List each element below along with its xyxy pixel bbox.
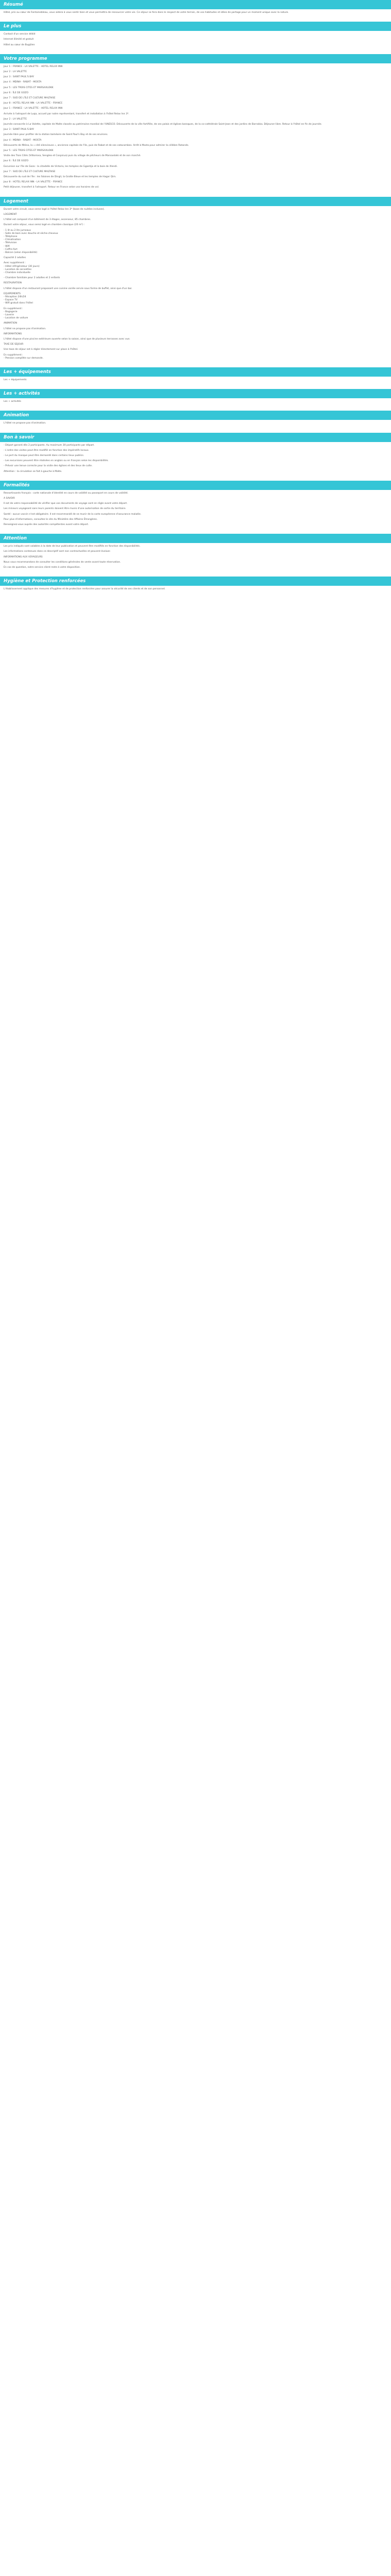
paragraph: L'hôtel dispose d'un restaurant proposant une cuisine variée servie sous forme de buffet, ainsi que d'un bar. xyxy=(4,287,133,290)
paragraph: EQUIPEMENTS - Réception 24h/24 - Espace TV - Wifi gratuit dans l'hôtel xyxy=(4,292,33,305)
paragraph: L'hôtel ne propose pas d'animation. xyxy=(4,422,46,425)
paragraph: Capacité 2 adultes xyxy=(4,257,26,260)
paragraph: Nous vous recommandons de consulter les conditions générales de vente avant toute réservation. xyxy=(4,561,121,564)
paragraph: Jour 5 : LES TROIS CITES ET MARSAXLOKK xyxy=(4,86,54,89)
paragraph: Jour 6 : ÎLE DE GOZO xyxy=(4,91,28,94)
section-body-bonasavoir xyxy=(0,442,391,481)
paragraph: Journée consacrée à La Valette, capitale de Malte classée au patrimoine mondial de l'UNESCO. Découverte de la ville fortifiée, de ses palais et églises baroques, de la co-cathédrale Saint-Jean et des jardins de Barrakka. Déjeuner libre. Retour à l'hôtel en fin de journée. xyxy=(4,123,322,126)
paragraph: RESTAURATION xyxy=(4,282,22,285)
paragraph: Hôtel, pris au cœur de Fontainebleau, vous aidera à vous sentir bien et vous permettra de ressourcer votre vie. Ce séjour se fera dans le respect de votre terrain, de vos habitudes et idées de partage pour un moment unique avec la nature. xyxy=(4,11,289,14)
paragraph: Hôtel au cœur de Bugülen xyxy=(4,43,35,46)
paragraph: Journée libre pour profiter de la station balnéaire de Saint Paul's Bay et de ses environs. xyxy=(4,133,108,137)
paragraph: Arrivée à l'aéroport de Luqa, accueil par notre représentant, transfert et installation à l'hôtel Relax Inn 3*. xyxy=(4,112,129,115)
paragraph: Les informations contenues dans ce descriptif sont non contractuelles et peuvent évoluer. xyxy=(4,550,111,553)
section-body-activites xyxy=(0,398,391,411)
paragraph: - Les excursions peuvent être réalisées en anglais ou en français selon les disponibilités. xyxy=(4,460,109,463)
section-body-animation xyxy=(0,420,391,432)
paragraph: En cas de question, notre service client reste à votre disposition. xyxy=(4,566,81,569)
paragraph: Internet illimité et gratuit xyxy=(4,38,34,41)
paragraph: Les mineurs voyageant sans leurs parents doivent être munis d'une autorisation de sortie du territoire. xyxy=(4,507,126,511)
paragraph: Renseignez-vous auprès des autorités compétentes avant votre départ. xyxy=(4,523,89,527)
paragraph: Jour 2 : LA VALETTE xyxy=(4,117,27,121)
section-body-programme xyxy=(0,63,391,197)
section-body-equipements xyxy=(0,377,391,389)
paragraph: Jour 3 : SAINT PAUL'S BAY xyxy=(4,76,34,79)
paragraph: ANIMATION xyxy=(4,322,17,325)
section-body-logement xyxy=(0,206,391,367)
paragraph: - 1 lit ou 2 lits jumeaux - Salle de bain avec douche et sèche-cheveux - Téléphone - Climatisation - Télévision - Wifi - Coffre-fort - Balcon (selon disponibilité) xyxy=(4,229,58,254)
paragraph: Jour 5 : LES TROIS CITES ET MARSAXLOKK xyxy=(4,149,54,152)
section-body-hygiene xyxy=(0,586,391,598)
section-body-attention xyxy=(0,543,391,577)
paragraph: Jour 3 : SAINT PAUL'S BAY xyxy=(4,128,34,131)
paragraph: - L'ordre des visites peut être modifié en fonction des impératifs locaux. xyxy=(4,449,89,452)
paragraph: En supplément : - Pension complète sur demande. xyxy=(4,353,44,360)
section-body-formalites xyxy=(0,490,391,534)
paragraph: TAXE DE SEJOUR xyxy=(4,343,24,346)
paragraph: Petit déjeuner, transfert à l'aéroport. Retour en France selon vos horaires de vol. xyxy=(4,186,100,189)
paragraph: Durant votre séjour, vous serez logé en chambre classique (20 m²) : xyxy=(4,224,85,227)
paragraph: - Chambre familiale pour 2 adultes et 2 enfants xyxy=(4,277,60,280)
paragraph: L'établissement applique des mesures d'hygiène et de protection renforcées pour assurer la sécurité de ses clients et de son personnel. xyxy=(4,588,166,591)
paragraph: Les prix indiqués sont valables à la date de leur publication et peuvent être modifiés en fonction des disponibilités. xyxy=(4,545,141,548)
paragraph: Visite des Trois Cités (Vittoriosa, Senglea et Cospicua) puis du village de pêcheurs de Marsaxlokk et de son marché. xyxy=(4,155,141,158)
paragraph: Jour 4 : MDINA - RABAT - MOSTA xyxy=(4,81,42,84)
paragraph: - Prévoir une tenue correcte pour la visite des églises et des lieux de culte. xyxy=(4,465,93,468)
paragraph: Durant votre circuit, vous serez logé à l'hôtel Relax Inn 3* (base de nuitées incluses). xyxy=(4,208,105,211)
section-header-attention: Attention xyxy=(0,534,391,543)
paragraph: Jour 7 : SUD DE L'ÎLE ET CULTURE MALTAISE xyxy=(4,97,56,100)
paragraph: LOGEMENT xyxy=(4,213,17,216)
section-header-equipements: Les + équipements xyxy=(0,367,391,377)
paragraph: Découverte du sud de l'île : les falaises de Dingli, la Grotte Bleue et les temples de Hagar Qim. xyxy=(4,176,117,179)
section-header-formalites: Formalités xyxy=(0,481,391,490)
paragraph: - Le port du masque peut être demandé dans certains lieux publics. xyxy=(4,454,85,457)
section-body-plus xyxy=(0,31,391,54)
paragraph: - Départ garanti dès 2 participants. Au maximum 30 participants par départ. xyxy=(4,444,95,447)
paragraph: Une taxe de séjour est à régler directement sur place à l'hôtel. xyxy=(4,348,78,351)
section-header-bonasavoir: Bon à savoir xyxy=(0,433,391,442)
paragraph: Les + activités xyxy=(4,400,21,403)
paragraph: Avec supplément : - Hôtel réfrigérateur (30 jours) - Location de serviettes - Chambre individuelle xyxy=(4,262,40,274)
paragraph: Jour 1 : FRANCE - LA VALETTE - HOTEL RELAX INN xyxy=(4,65,62,68)
section-body-resume xyxy=(0,9,391,22)
paragraph: Contact d'un service dédié xyxy=(4,33,36,36)
page-content xyxy=(0,0,391,598)
paragraph: L'hôtel est composé d'un bâtiment de 3 étages, ascenseur, 85 chambres. xyxy=(4,218,91,222)
section-header-resume: Résumé xyxy=(0,0,391,9)
paragraph: L'hôtel ne propose pas d'animation. xyxy=(4,327,46,330)
paragraph: Jour 8 : HOTEL RELAX INN - LA VALETTE - FRANCE xyxy=(4,181,62,184)
section-header-animation: Animation xyxy=(0,411,391,420)
paragraph: Jour 1 : FRANCE - LA VALETTE - HOTEL RELAX INN xyxy=(4,107,62,110)
section-header-programme: Votre programme xyxy=(0,54,391,63)
paragraph: Pour plus d'informations, consultez le site du Ministère des Affaires Étrangères. xyxy=(4,518,98,521)
paragraph: Jour 4 : MDINA - RABAT - MOSTA xyxy=(4,139,42,142)
paragraph: INFORMATIONS xyxy=(4,332,22,335)
section-header-activites: Les + activités xyxy=(0,389,391,398)
paragraph: Jour 6 : ÎLE DE GOZO xyxy=(4,160,28,163)
paragraph: Il est de votre responsabilité de vérifier que vos documents de voyage sont en règle avant votre départ. xyxy=(4,502,128,505)
paragraph: Jour 8 : HOTEL RELAX INN - LA VALETTE - FRANCE xyxy=(4,102,62,105)
paragraph: Ressortissants français : carte nationale d'identité en cours de validité ou passeport en cours de validité. xyxy=(4,492,128,495)
section-header-plus: Le plus xyxy=(0,22,391,31)
section-header-hygiene: Hygiène et Protection renforcées xyxy=(0,577,391,586)
paragraph: L'hôtel dispose d'une piscine extérieure ouverte selon la saison, ainsi que de plusieurs terrasses avec vue. xyxy=(4,337,131,341)
section-header-logement: Logement xyxy=(0,197,391,206)
paragraph: Santé : aucun vaccin n'est obligatoire. Il est recommandé de se munir de la carte européenne d'assurance maladie. xyxy=(4,513,141,516)
paragraph: Attention : la circulation se fait à gauche à Malte. xyxy=(4,470,62,473)
paragraph: A SAVOIR xyxy=(4,497,15,500)
paragraph: Jour 7 : SUD DE L'ÎLE ET CULTURE MALTAISE xyxy=(4,170,56,173)
paragraph: Découverte de Mdina, la « cité silencieuse », ancienne capitale de l'île, puis de Rabat et de ses catacombes. Arrêt à Mosta pour admirer la célèbre Rotonde. xyxy=(4,144,189,147)
paragraph: Excursion sur l'île de Gozo : la citadelle de Victoria, les temples de Ggantija et la baie de Xlendi. xyxy=(4,165,118,168)
paragraph: En supplément : - Bagagerie - Laverie - Location de voiture xyxy=(4,307,28,320)
paragraph: Les + équipements xyxy=(4,379,27,381)
paragraph: INFORMATIONS AUX VOYAGEURS xyxy=(4,555,43,558)
paragraph: Jour 2 : LA VALETTE xyxy=(4,71,27,74)
